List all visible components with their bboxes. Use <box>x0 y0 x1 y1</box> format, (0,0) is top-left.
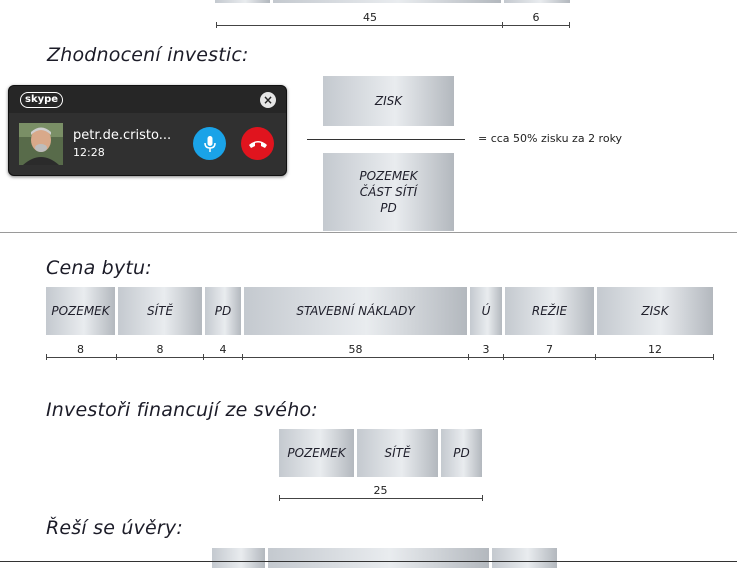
price-scale-line <box>46 357 714 358</box>
apartment-price-heading: Cena bytu: <box>46 257 152 279</box>
top-value-left: 45 <box>363 11 377 24</box>
loans-heading: Řeší se úvěry: <box>46 517 183 539</box>
price-value: 7 <box>546 343 553 356</box>
price-scale-tick <box>116 354 117 360</box>
hang-up-icon <box>248 138 268 150</box>
microphone-icon <box>203 135 217 153</box>
price-value: 58 <box>348 343 363 356</box>
skype-call-panel <box>9 113 286 175</box>
investors-segment-pd: PD <box>441 429 482 477</box>
loans-bar-fragment-right <box>492 548 557 568</box>
price-value: 4 <box>219 343 227 356</box>
investors-segment-site: SÍTĚ <box>357 429 438 477</box>
price-value: 8 <box>77 343 84 356</box>
microphone-button[interactable] <box>193 127 226 160</box>
price-segment-rezie: REŽIE <box>505 287 594 335</box>
price-scale-tick <box>203 354 204 360</box>
investors-segment-pozemek: POZEMEK <box>279 429 354 477</box>
price-scale-tick <box>46 354 47 360</box>
top-scale-line <box>216 25 570 26</box>
price-segment-stavebni-naklady: STAVEBNÍ NÁKLADY <box>244 287 467 335</box>
investors-scale-line <box>279 498 483 499</box>
call-duration: 12:28 <box>73 146 105 159</box>
price-scale-tick <box>595 354 596 360</box>
investment-heading: Zhodnocení investic: <box>47 44 249 66</box>
top-bar-fragment-left <box>215 0 270 3</box>
top-scale-tick <box>502 22 503 28</box>
loans-bar-fragment-left <box>212 548 265 568</box>
price-scale-tick <box>503 354 504 360</box>
section-divider <box>0 232 737 233</box>
loans-bar-fragment-middle <box>268 548 489 568</box>
investors-heading: Investoři financují ze svého: <box>46 399 318 421</box>
price-value: 8 <box>156 343 164 356</box>
fraction-numerator-box: ZISK <box>323 76 454 126</box>
investors-total: 25 <box>373 484 388 497</box>
skype-call-window[interactable] <box>8 85 287 176</box>
price-value: 3 <box>482 343 490 356</box>
skype-logo: skype <box>20 92 63 108</box>
close-icon[interactable]: × <box>260 92 276 108</box>
top-bar-fragment-middle <box>273 0 501 3</box>
investors-scale-tick <box>482 495 483 501</box>
top-bar-fragment-right <box>504 0 570 3</box>
top-scale-tick <box>569 22 570 28</box>
price-value: 12 <box>648 343 662 356</box>
caller-name: petr.de.cristo... <box>73 128 172 143</box>
price-segment-pd: PD <box>205 287 241 335</box>
avatar <box>19 123 63 165</box>
price-scale-tick <box>713 354 714 360</box>
price-scale-tick <box>242 354 243 360</box>
top-value-right: 6 <box>532 11 540 24</box>
price-segment-pozemek: POZEMEK <box>46 287 115 335</box>
fraction-denominator-box: POZEMEK ČÁST SÍTÍ PD <box>323 153 454 231</box>
price-segment-zisk: ZISK <box>597 287 713 335</box>
price-segment-site: SÍTĚ <box>118 287 202 335</box>
hang-up-button[interactable] <box>241 127 274 160</box>
bottom-edge-line <box>0 561 737 562</box>
top-scale-tick <box>216 22 217 28</box>
price-segment-u: Ú <box>470 287 502 335</box>
fraction-result: = cca 50% zisku za 2 roky <box>478 132 623 145</box>
price-scale-tick <box>468 354 469 360</box>
investors-scale-tick <box>279 495 280 501</box>
fraction-line <box>307 139 465 140</box>
